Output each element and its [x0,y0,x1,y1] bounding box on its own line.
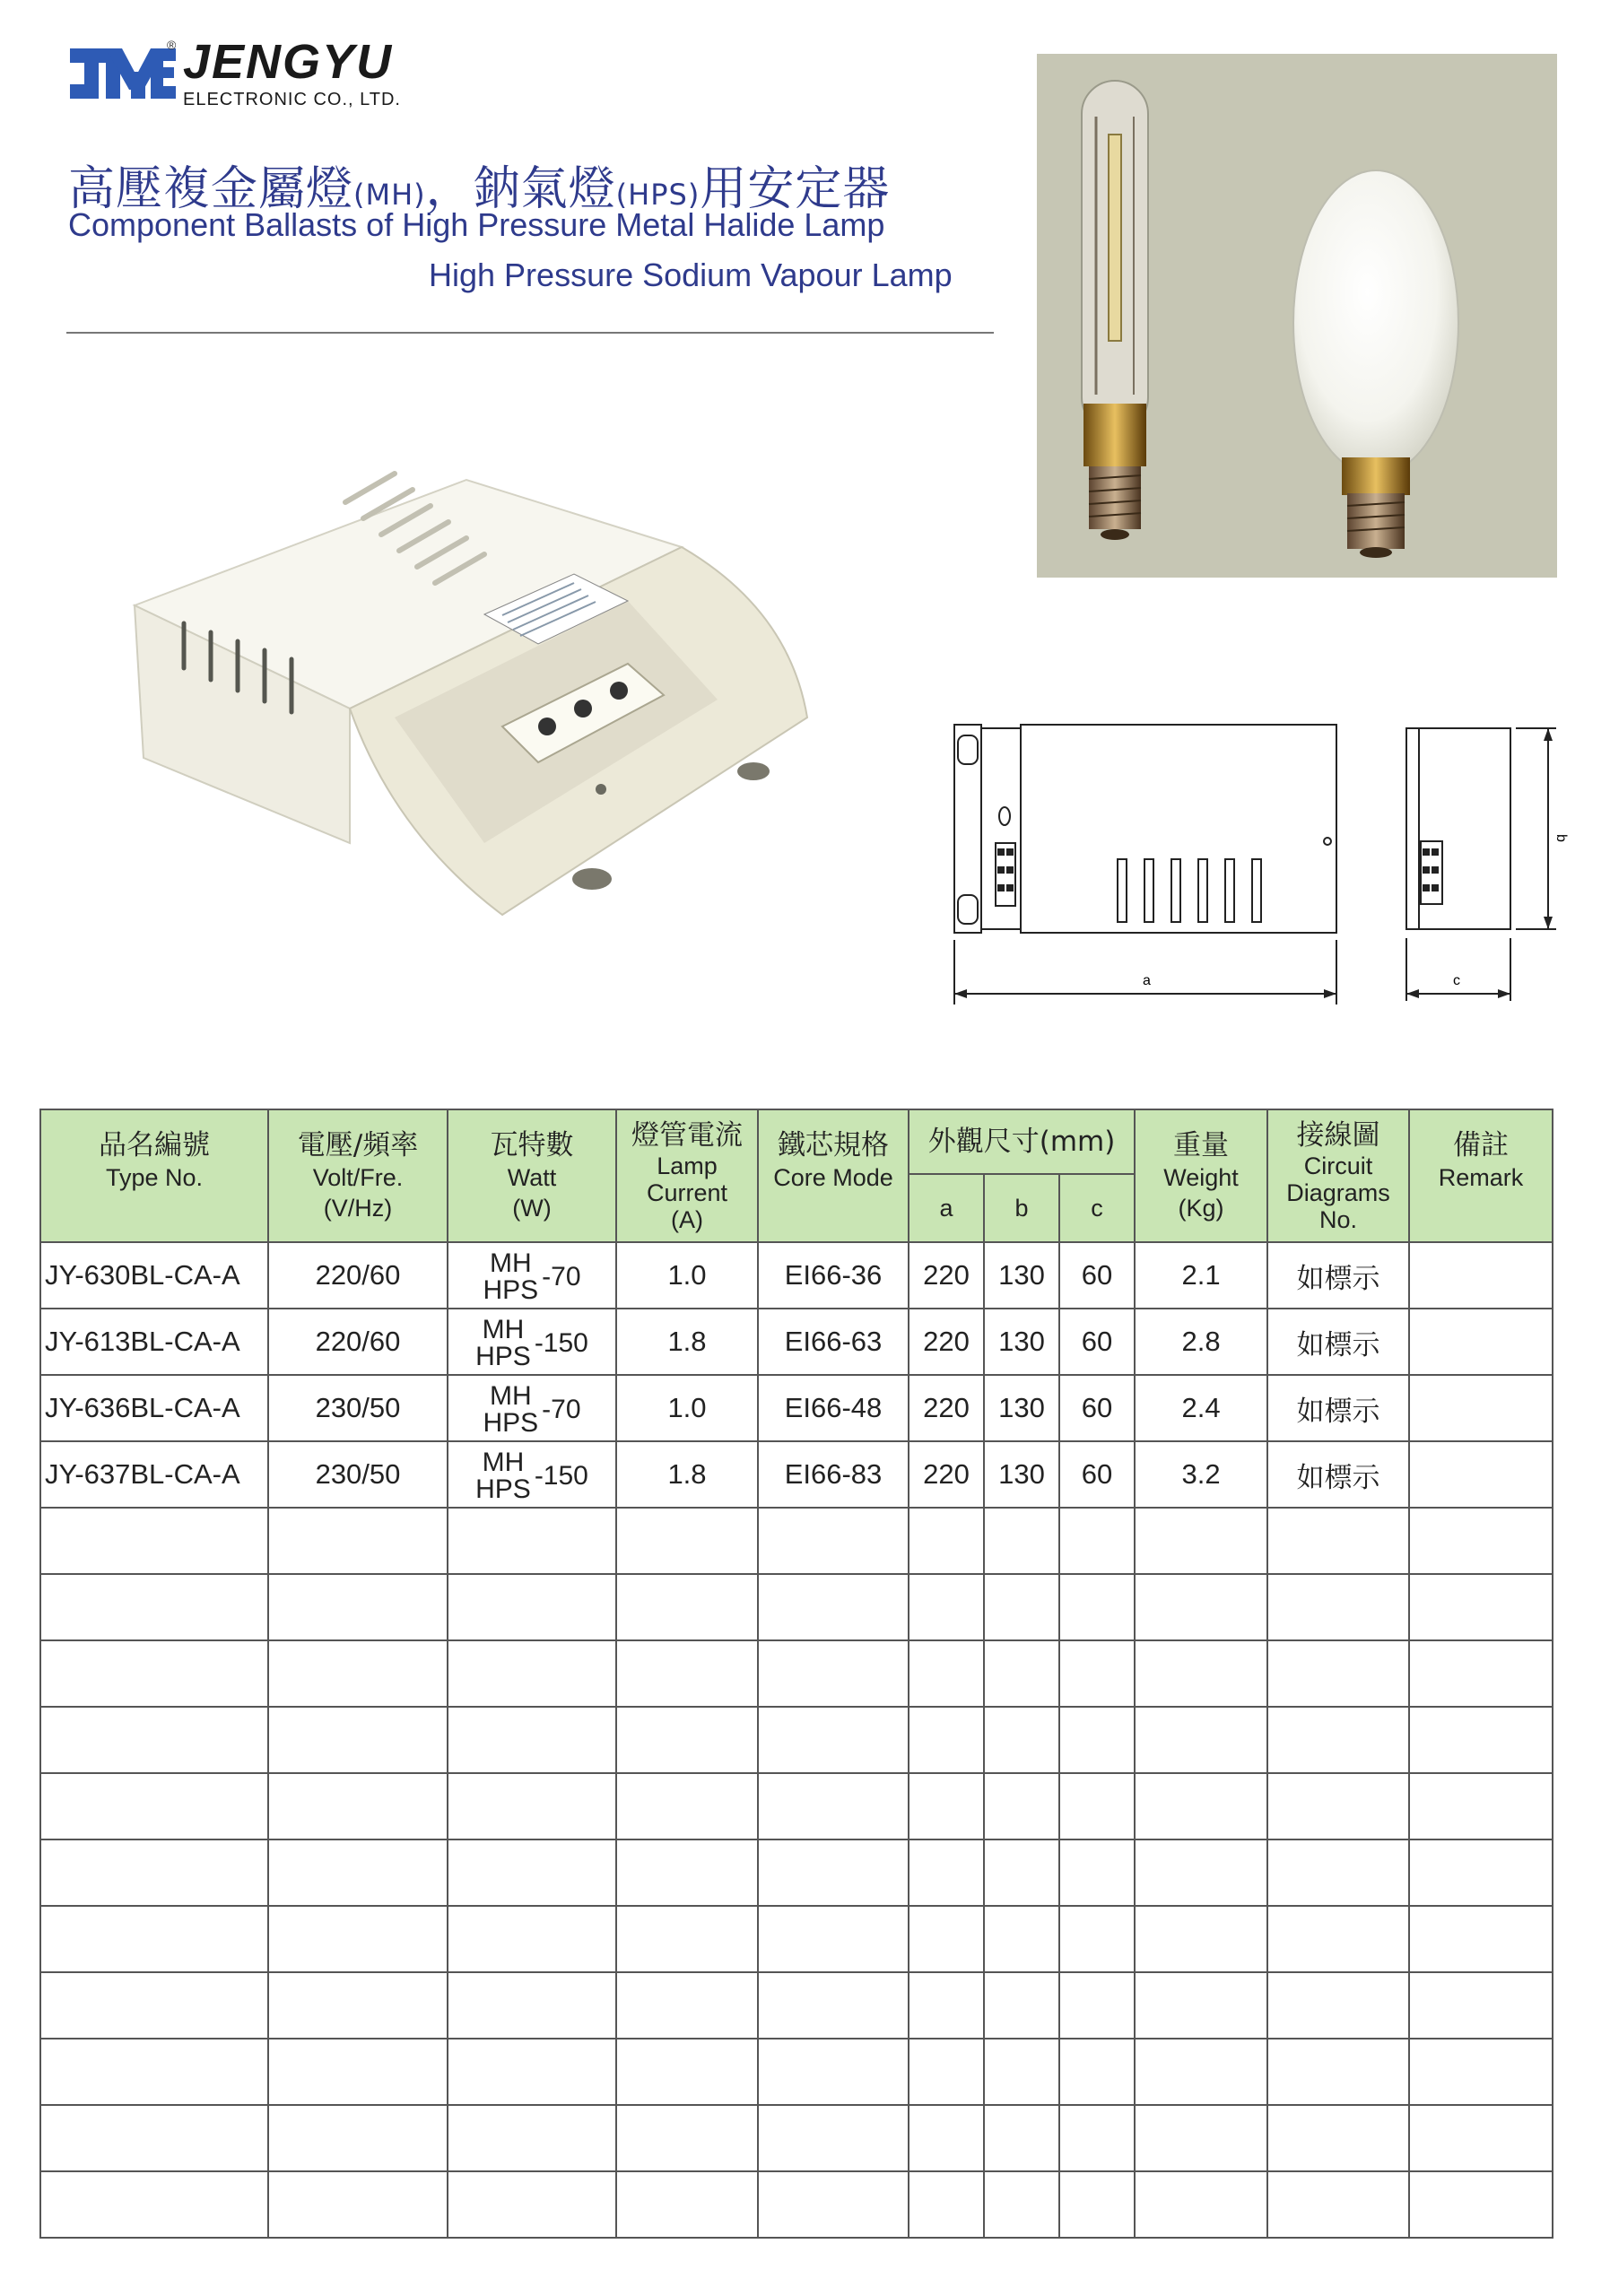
empty-cell [1267,1640,1409,1707]
cell-volt: 220/60 [268,1309,448,1375]
cell-watt: MH HPS -70 [448,1242,616,1309]
empty-cell [1059,1574,1135,1640]
table-row [40,1242,1553,1309]
cell-dim-c: 60 [1059,1309,1135,1375]
empty-cell [1135,1773,1267,1839]
empty-cell [40,1839,268,1906]
cell-type: JY-637BL-CA-A [40,1441,268,1508]
header-weight: 重量 Weight (Kg) [1135,1109,1267,1242]
empty-cell [40,1773,268,1839]
empty-cell [40,2105,268,2171]
empty-cell [984,2105,1059,2171]
cell-core: EI66-48 [758,1375,909,1441]
empty-row [40,1906,1553,1972]
cell-remark [1409,1309,1553,1375]
lamp-photo [1037,54,1557,578]
empty-cell [1059,1906,1135,1972]
cell-type: JY-613BL-CA-A [40,1309,268,1375]
empty-cell [268,1972,448,2039]
empty-cell [1135,2105,1267,2171]
empty-cell [1267,1508,1409,1574]
cell-dim-a: 220 [909,1309,984,1375]
empty-cell [909,2039,984,2105]
table-row [40,1309,1553,1375]
empty-cell [616,1972,758,2039]
mh-ovoid-lamp-icon [1293,170,1458,558]
cell-dim-b: 130 [984,1242,1059,1309]
empty-cell [448,2105,616,2171]
header-dim-c: c [1059,1174,1135,1242]
empty-cell [1267,1839,1409,1906]
empty-cell [758,1574,909,1640]
empty-cell [1135,1839,1267,1906]
brand-name: JENGYU [183,35,394,89]
dim-label-a: a [1143,973,1151,988]
title-divider [66,332,994,334]
cell-current: 1.8 [616,1309,758,1375]
cell-watt: MH HPS -70 [448,1375,616,1441]
cell-weight: 2.8 [1135,1309,1267,1375]
empty-row [40,1574,1553,1640]
empty-cell [40,1906,268,1972]
empty-cell [616,1574,758,1640]
cell-current: 1.8 [616,1441,758,1508]
title-english-line1: Component Ballasts of High Pressure Metal Halide Lamp [68,206,885,243]
empty-cell [448,1508,616,1574]
dimension-drawing [942,709,1570,1013]
hps-tube-lamp-icon [1082,81,1148,540]
cell-dim-c: 60 [1059,1441,1135,1508]
header-current: 燈管電流 Lamp Current (A) [616,1109,758,1242]
empty-cell [40,2171,268,2238]
empty-cell [40,1707,268,1773]
company-name: ELECTRONIC CO., LTD. [183,90,401,109]
dim-label-c: c [1453,973,1460,988]
empty-cell [448,1640,616,1707]
cell-circuit: 如標示 [1267,1375,1409,1441]
empty-cell [909,1508,984,1574]
empty-cell [1409,1640,1553,1707]
lamps-illustration [1037,54,1557,578]
empty-cell [758,1839,909,1906]
dim-label-b: b [1553,834,1569,842]
company-logo [70,34,447,115]
empty-cell [448,2171,616,2238]
empty-cell [268,2105,448,2171]
empty-cell [1135,1508,1267,1574]
cell-circuit: 如標示 [1267,1441,1409,1508]
empty-cell [1059,2105,1135,2171]
empty-cell [758,2039,909,2105]
empty-cell [616,2105,758,2171]
cell-volt: 230/50 [268,1441,448,1508]
cell-dim-a: 220 [909,1242,984,1309]
cell-dim-b: 130 [984,1309,1059,1375]
empty-cell [616,1707,758,1773]
empty-row [40,1972,1553,2039]
empty-cell [758,1508,909,1574]
empty-cell [448,2039,616,2105]
empty-cell [1409,1574,1553,1640]
empty-cell [268,1773,448,1839]
cell-type: JY-630BL-CA-A [40,1242,268,1309]
empty-row [40,1707,1553,1773]
header-circuit: 接線圖 Circuit Diagrams No. [1267,1109,1409,1242]
empty-cell [984,2171,1059,2238]
title-zh-part-a: 高壓複金屬燈 [68,162,354,216]
empty-cell [1267,1574,1409,1640]
empty-cell [984,2039,1059,2105]
empty-cell [448,1707,616,1773]
empty-cell [40,1640,268,1707]
cell-volt: 220/60 [268,1242,448,1309]
empty-cell [1059,2171,1135,2238]
empty-row [40,2171,1553,2238]
header-core: 鐵芯規格 Core Mode [758,1109,909,1242]
cell-core: EI66-63 [758,1309,909,1375]
table-row [40,1375,1553,1441]
empty-cell [448,1574,616,1640]
empty-cell [1409,1707,1553,1773]
empty-row [40,1640,1553,1707]
empty-cell [1267,1707,1409,1773]
cell-current: 1.0 [616,1242,758,1309]
empty-cell [758,1972,909,2039]
dimension-diagram [942,709,1570,1013]
empty-cell [1059,1972,1135,2039]
empty-cell [448,1906,616,1972]
registered-mark: ® [167,38,177,52]
empty-cell [268,1839,448,1906]
empty-cell [1409,2039,1553,2105]
empty-cell [616,2039,758,2105]
title-english-line2: High Pressure Sodium Vapour Lamp [429,257,953,293]
cell-remark [1409,1242,1553,1309]
empty-cell [1135,1640,1267,1707]
empty-cell [909,1972,984,2039]
empty-cell [1059,1508,1135,1574]
blank-rows [40,1508,1553,2238]
cell-volt: 230/50 [268,1375,448,1441]
ballast-photo [126,448,834,933]
ballast-illustration [126,448,834,933]
cell-dim-c: 60 [1059,1242,1135,1309]
empty-cell [1267,2105,1409,2171]
empty-cell [984,1839,1059,1906]
empty-cell [268,1640,448,1707]
empty-cell [1409,1508,1553,1574]
empty-cell [1059,2039,1135,2105]
empty-cell [1267,1972,1409,2039]
empty-cell [616,1773,758,1839]
empty-row [40,1508,1553,1574]
cell-core: EI66-83 [758,1441,909,1508]
empty-cell [1135,1972,1267,2039]
cell-watt: MH HPS -150 [448,1309,616,1375]
empty-cell [1135,1574,1267,1640]
empty-cell [1135,2039,1267,2105]
jy-logo-mark-icon [70,39,179,104]
empty-cell [1409,2171,1553,2238]
cell-weight: 3.2 [1135,1441,1267,1508]
empty-cell [758,1640,909,1707]
empty-row [40,2105,1553,2171]
empty-cell [616,1640,758,1707]
empty-cell [984,1972,1059,2039]
empty-cell [984,1508,1059,1574]
empty-cell [758,1773,909,1839]
empty-cell [1409,1972,1553,2039]
empty-cell [984,1773,1059,1839]
empty-cell [984,1574,1059,1640]
empty-cell [1135,2171,1267,2238]
cell-type: JY-636BL-CA-A [40,1375,268,1441]
empty-cell [909,1773,984,1839]
empty-cell [1409,1839,1553,1906]
empty-cell [1135,1906,1267,1972]
cell-dim-a: 220 [909,1375,984,1441]
empty-cell [1267,1773,1409,1839]
header-dim-a: a [909,1174,984,1242]
empty-cell [1409,2105,1553,2171]
empty-row [40,1839,1553,1906]
empty-cell [1267,2171,1409,2238]
empty-cell [909,1707,984,1773]
empty-cell [984,1906,1059,1972]
empty-row [40,1773,1553,1839]
empty-cell [40,2039,268,2105]
empty-cell [448,1839,616,1906]
empty-cell [758,2171,909,2238]
empty-cell [909,1574,984,1640]
empty-cell [268,1906,448,1972]
cell-dim-b: 130 [984,1441,1059,1508]
empty-cell [616,1906,758,1972]
empty-cell [758,2105,909,2171]
header-remark: 備註 Remark [1409,1109,1553,1242]
cell-circuit: 如標示 [1267,1242,1409,1309]
empty-cell [1135,1707,1267,1773]
empty-cell [758,1707,909,1773]
empty-cell [1059,1640,1135,1707]
cell-watt: MH HPS -150 [448,1441,616,1508]
empty-cell [909,2171,984,2238]
cell-dim-c: 60 [1059,1375,1135,1441]
empty-cell [909,1906,984,1972]
header-volt: 電壓/頻率 Volt/Fre. (V/Hz) [268,1109,448,1242]
cell-core: EI66-36 [758,1242,909,1309]
header-dim-b: b [984,1174,1059,1242]
empty-row [40,2039,1553,2105]
empty-cell [40,1972,268,2039]
empty-cell [1409,1906,1553,1972]
cell-dim-a: 220 [909,1441,984,1508]
empty-cell [268,2171,448,2238]
empty-cell [909,1839,984,1906]
empty-cell [40,1574,268,1640]
empty-cell [1409,1773,1553,1839]
title-zh-part-b: (MH) [353,178,426,212]
cell-remark [1409,1375,1553,1441]
empty-cell [268,2039,448,2105]
cell-current: 1.0 [616,1375,758,1441]
empty-cell [448,1972,616,2039]
empty-cell [984,1640,1059,1707]
header-watt: 瓦特數 Watt (W) [448,1109,616,1242]
empty-cell [1059,1707,1135,1773]
title-zh-part-c: ，鈉氣燈 [425,162,616,216]
cell-weight: 2.1 [1135,1242,1267,1309]
empty-cell [616,2171,758,2238]
header-dimensions: 外觀尺寸(mm) [909,1109,1135,1174]
empty-cell [1267,2039,1409,2105]
empty-cell [909,1640,984,1707]
title-zh-part-e: 用安定器 [700,162,891,216]
empty-cell [1267,1906,1409,1972]
header-type: 品名編號 Type No. [40,1109,268,1242]
empty-cell [1059,1839,1135,1906]
empty-cell [616,1508,758,1574]
spec-table [39,1109,1553,2239]
cell-dim-b: 130 [984,1375,1059,1441]
empty-cell [268,1574,448,1640]
empty-cell [984,1707,1059,1773]
empty-cell [616,1839,758,1906]
title-zh-part-d: (HPS) [615,178,701,212]
table-row [40,1441,1553,1508]
empty-cell [909,2105,984,2171]
empty-cell [1059,1773,1135,1839]
empty-cell [268,1508,448,1574]
cell-circuit: 如標示 [1267,1309,1409,1375]
empty-cell [448,1773,616,1839]
empty-cell [758,1906,909,1972]
empty-cell [268,1707,448,1773]
cell-remark [1409,1441,1553,1508]
empty-cell [40,1508,268,1574]
cell-weight: 2.4 [1135,1375,1267,1441]
